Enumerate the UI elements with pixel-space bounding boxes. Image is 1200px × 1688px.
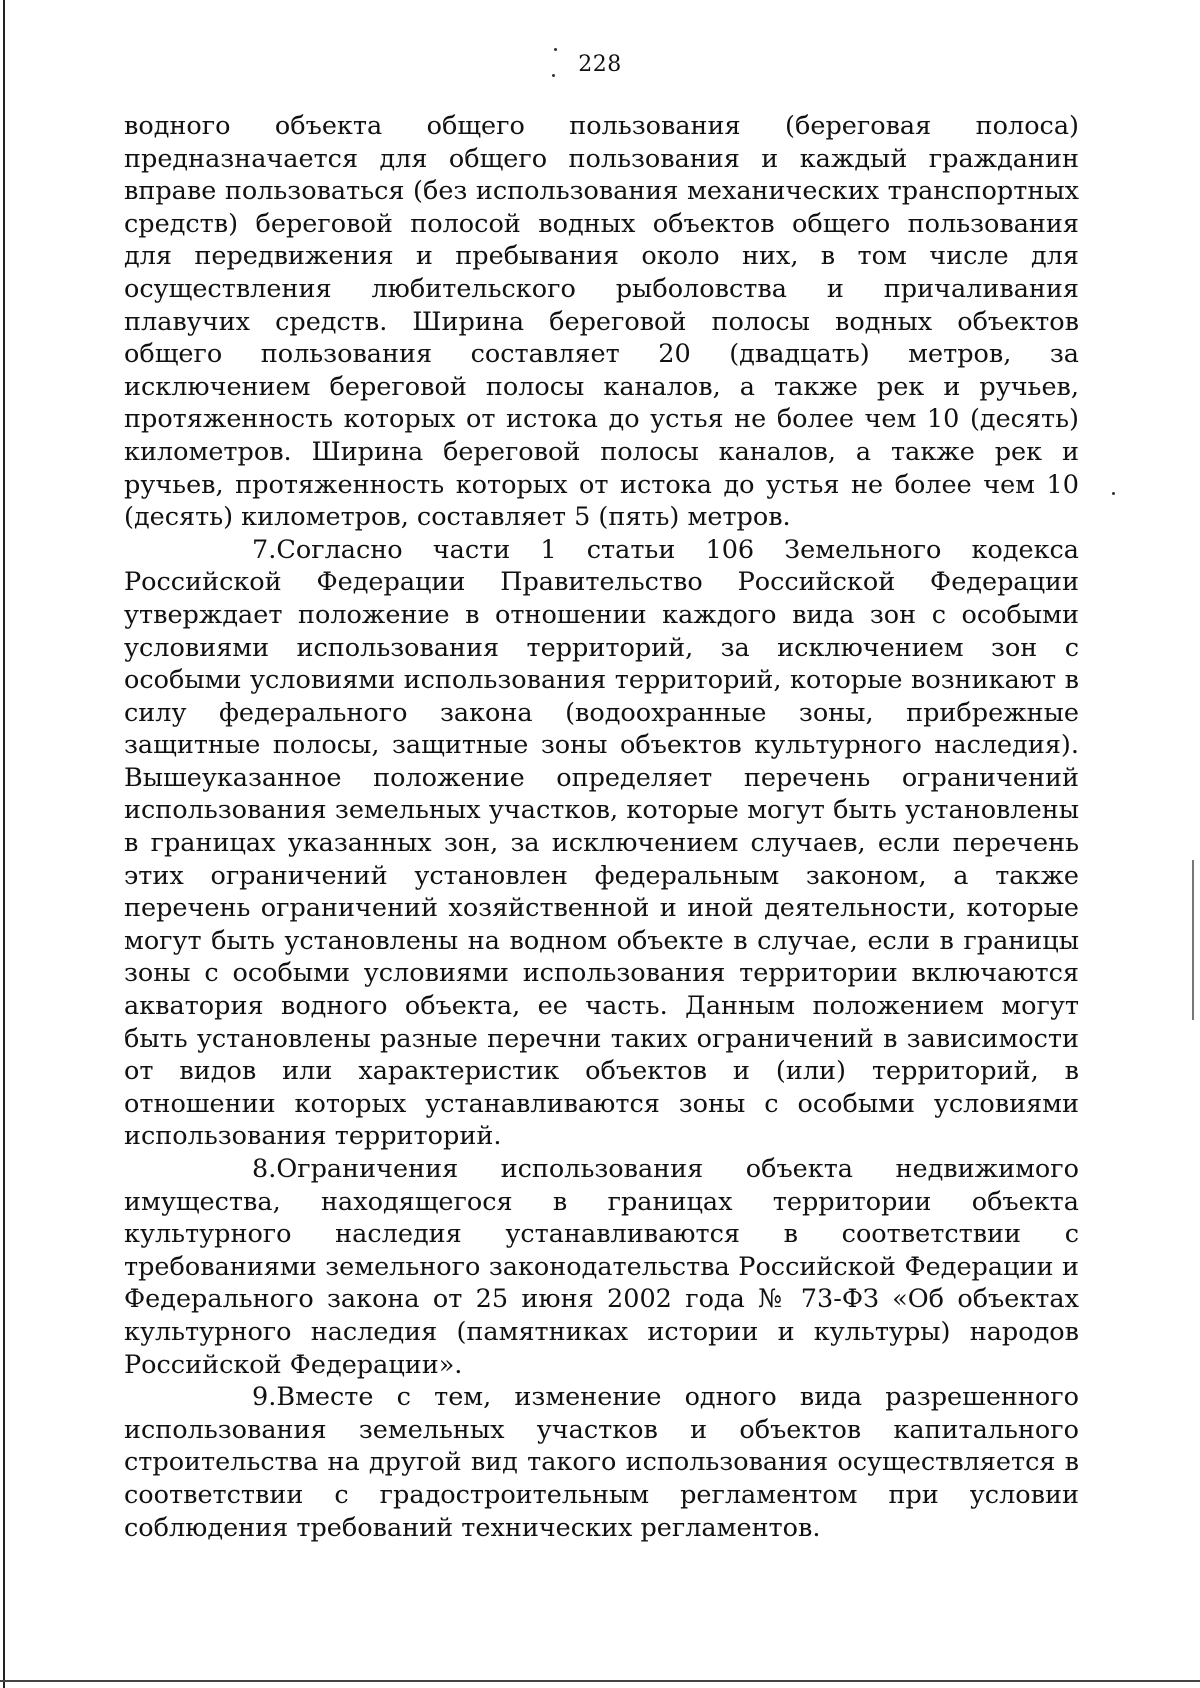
scan-edge-left	[3, 0, 5, 1688]
scan-edge-bottom	[0, 1680, 1200, 1682]
paragraph-9	[124, 1381, 1079, 1544]
paragraph-8	[124, 1153, 1079, 1381]
paragraph-continued	[124, 110, 1079, 534]
paragraph-text: водного объекта общего пользования (береговая полоса) предназначается для общего пользования и каждый гражданин вправе пользоваться (без использования механических транспортных средств) береговой полосой водных объектов общего пользования для передвижения и пребывания около них, в том числе для осуществления любительского рыболовства и причаливания плавучих средств. Ширина береговой полосы водных объектов общего пользования составляет 20 (двадцать) метров, за исключением береговой полосы каналов, а также рек и ручьев, протяженность которых от истока до устья не более чем 10 (десять) километров. Ширина береговой полосы каналов, а также рек и ручьев, протяженность которых от истока до устья не более чем 10 (десять) километров, составляет 5 (пять) метров.	[124, 111, 1079, 533]
paragraph-number: 9.	[252, 1382, 277, 1413]
scan-dot	[1112, 492, 1115, 495]
scan-edge-right	[1192, 860, 1194, 1020]
scan-dot	[554, 48, 557, 51]
paragraph-7	[124, 534, 1079, 1153]
paragraph-text: Вместе с тем, изменение одного вида разрешенного использования земельных участков и объектов капитального строительства на другой вид такого использования осуществляется в соответствии с градостроительным регламентом при условии соблюдения требований технических регламентов.	[124, 1382, 1079, 1543]
page-number: 228	[578, 52, 622, 77]
paragraph-number: 7.	[252, 534, 277, 565]
document-body	[124, 110, 1079, 1544]
paragraph-text: Ограничения использования объекта недвижимого имущества, находящегося в границах территории объекта культурного наследия устанавливаются в соответствии с требованиями земельного законодательства Российской Федерации и Федерального закона от 25 июня 2002 года № 73-ФЗ «Об объектах культурного наследия (памятниках истории и культуры) народов Российской Федерации».	[124, 1154, 1079, 1380]
paragraph-text: Согласно части 1 статьи 106 Земельного кодекса Российской Федерации Правительство Российской Федерации утверждает положение в отношении каждого вида зон с особыми условиями использования территорий, за исключением зон с особыми условиями использования территорий, которые возникают в силу федерального закона (водоохранные зоны, прибрежные защитные полосы, защитные зоны объектов культурного наследия). Вышеуказанное положение определяет перечень ограничений использования земельных участков, которые могут быть установлены в границах указанных зон, за исключением случаев, если перечень этих ограничений установлен федеральным законом, а также перечень ограничений хозяйственной и иной деятельности, которые могут быть установлены на водном объекте в случае, если в границы зоны с особыми условиями использования территории включаются акватория водного объекта, ее часть. Данным положением могут быть установлены разные перечни таких ограничений в зависимости от видов или характеристик объектов и (или) территорий, в отношении которых устанавливаются зоны с особыми условиями использования территорий.	[124, 534, 1079, 1152]
paragraph-number: 8.	[252, 1154, 277, 1184]
